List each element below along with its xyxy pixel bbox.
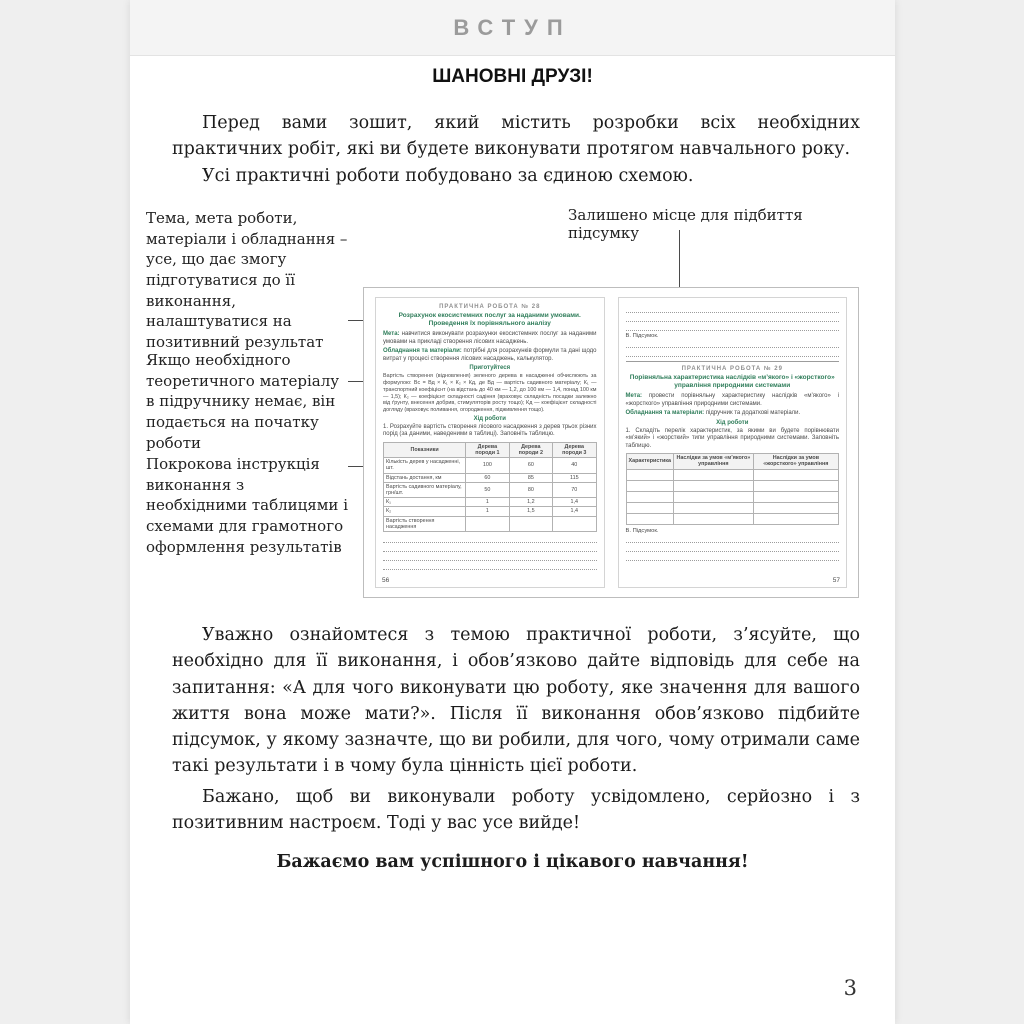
table-row (626, 502, 839, 513)
table-cell: 1,4 (553, 507, 596, 516)
mini-step-1: 1. Складіть перелік характеристик, за якими ви будете порівнювати «м’який» і «жорсткий» типи управління природними системами. Заповніть таблицю. (625, 427, 839, 449)
intro-text (172, 110, 860, 189)
table-row (384, 458, 597, 473)
table-row (384, 473, 597, 482)
annotation-theory: Якщо необхідного теоретичного матеріалу в підручнику немає, він подається на початку роботи (146, 351, 340, 452)
table-row (626, 491, 839, 502)
mini-calculation-table (383, 442, 597, 532)
chapter-header (130, 0, 895, 56)
table-cell: К₁ (384, 498, 466, 507)
dotted-answer-line (383, 562, 597, 570)
table-cell (626, 502, 673, 513)
table-cell (626, 491, 673, 502)
table-header-cell: Дерева породи 1 (466, 442, 509, 457)
table-cell (753, 513, 838, 524)
table-cell (753, 491, 838, 502)
mini-theory-text: Вартість створення (відновлення) зеленого дерева в насадженні обчислюють за формулою: Вс = Вд × К₁ × К₂ × Кд, де Вд — вартість садивного матеріалу; К₁ — транспортний коефіцієнт (на відстань до 40 км — 1,2, до 100 км — 1,4, понад 100 км — 1,5); К₂ — коефіцієнт складності садіння (враховує складність посадки залежно від ґрунту, внесення добрив, стимуляторів росту тощо); Кд — коефіцієнт складності догляду (враховує поливання, огородження, підживлення тощо). (383, 373, 597, 413)
mini-equipment-label: Обладнання та матеріали: (383, 348, 462, 355)
mini-equipment (626, 410, 840, 418)
dotted-answer-line (626, 323, 840, 331)
mini-step-1: 1. Розрахуйте вартість створення лісового насадження з дерев трьох різних порід (за даними, наведеними в таблиці). Заповніть таблицю. (383, 423, 597, 438)
table-header-cell: Дерева породи 2 (509, 442, 552, 457)
table-cell: 100 (466, 458, 509, 473)
table-cell: 60 (466, 473, 509, 482)
table-row (626, 480, 839, 491)
table-cell: 1 (466, 498, 509, 507)
table-cell (673, 469, 753, 480)
table-cell (673, 480, 753, 491)
mini-prepare-heading: Приготуйтеся (469, 365, 511, 372)
callout-line (679, 230, 680, 287)
mini-equipment-text: підручник та додаткові матеріали. (705, 410, 801, 417)
table-header-cell: Показники (384, 442, 466, 457)
dotted-answer-line (383, 544, 597, 552)
dotted-answer-line (383, 535, 597, 543)
outro-paragraph: Уважно ознайомтеся з темою практичної роботи, з’ясуйте, що необхідно для її виконання, і обов’язково дайте відповідь для себе на запитання: «А для чого виконувати цю роботу, яке значення для вашого життя вона може мати?». Після її виконання обов’язково підбийте підсумок, у якому зазначте, що ви робили, для чого, чому отримали саме такі результати і в чому була цінність цієї роботи. (172, 625, 860, 777)
table-cell: 70 (553, 482, 596, 497)
mini-equipment (383, 348, 597, 363)
mini-meta-label: Мета: (625, 393, 643, 400)
mini-summary-label: В. Підсумок. (625, 527, 659, 534)
table-cell (753, 502, 838, 513)
mini-work-title: Порівняльна характеристика наслідків «м’якого» і «жорсткого» управління природними системами (629, 374, 835, 390)
table-cell: К₂ (384, 507, 466, 516)
mini-meta-text: провести порівняльну характеристику наслідків «м’якого» і «жорсткого» управління природними системами. (625, 393, 839, 407)
table-cell (626, 469, 673, 480)
table-cell (626, 480, 673, 491)
mini-work-number: ПРАКТИЧНА РОБОТА № 28 (439, 304, 541, 310)
table-cell (753, 480, 838, 491)
table-cell: 115 (553, 473, 596, 482)
dotted-answer-line (626, 314, 840, 322)
annotation-instructions: Покрокова інструкція виконання з необхідними таблицями і схемами для грамотного оформлення результатів (146, 455, 348, 556)
table-header-cell: Наслідки за умов «жорсткого» управління (753, 454, 838, 469)
table-row (384, 498, 597, 507)
table-header-cell: Наслідки за умов «м’якого» управління (673, 454, 753, 469)
table-row (384, 482, 597, 497)
mini-meta-text: навчитися виконувати розрахунки екосистемних послуг за наданими умовами на прикладі створення лісових насаджень. (383, 331, 597, 345)
page-number: 3 (843, 976, 857, 1000)
mini-work-number: ПРАКТИЧНА РОБОТА № 29 (681, 366, 783, 372)
table-cell: 60 (509, 458, 552, 473)
table-cell: 85 (509, 473, 552, 482)
mini-page-number: 57 (832, 577, 840, 584)
table-header-row (384, 442, 597, 457)
dotted-answer-line (626, 305, 840, 313)
mini-meta (383, 331, 597, 346)
table-cell: 50 (466, 482, 509, 497)
mini-equipment-label: Обладнання та матеріали: (625, 410, 705, 417)
mini-summary-label: В. Підсумок. (625, 333, 659, 339)
annotation-summary-space: Залишено місце для підбиття підсумку (568, 206, 803, 242)
outro-paragraph: Бажано, щоб ви виконували роботу усвідомлено, серйозно і з позитивним настроєм. Тоді у вас усе вийде! (172, 786, 860, 833)
workbook-page-56 (375, 297, 605, 588)
mini-page-number: 56 (382, 577, 390, 584)
table-cell: 40 (553, 458, 596, 473)
table-header-cell: Дерева породи 3 (553, 442, 596, 457)
table-cell (626, 513, 673, 524)
annotation-theme-goal: Тема, мета роботи, матеріали і обладнання – усе, що дає змогу підготуватися до її виконання, налаштуватися на позитивний результат (146, 209, 348, 352)
page-title: ШАНОВНІ ДРУЗІ! (432, 66, 593, 87)
table-cell: Кількість дерев у насадженні, шт. (384, 458, 466, 473)
chapter-header-title: ВСТУП (453, 14, 572, 40)
dotted-answer-line (626, 535, 840, 543)
mini-comparison-table (626, 453, 840, 524)
closing-wish: Бажаємо вам успішного і цікавого навчання! (276, 852, 749, 872)
mini-equipment-text: потрібні для розрахунків формули та дані щодо витрат у процесі створення лісових насаджень, калькулятор. (383, 348, 597, 362)
table-row (626, 469, 839, 480)
table-cell: Відстань достання, км (384, 473, 466, 482)
table-header-cell: Характеристика (626, 454, 673, 469)
dotted-answer-line (626, 340, 840, 348)
table-cell (553, 516, 596, 531)
table-cell (753, 469, 838, 480)
table-cell: Вартість створення насадження (384, 516, 466, 531)
workbook-page-57 (618, 297, 848, 588)
table-cell: 1,2 (509, 498, 552, 507)
table-header-row (626, 454, 839, 469)
table-cell (673, 513, 753, 524)
table-row (626, 513, 839, 524)
table-cell (466, 516, 509, 531)
table-cell: 80 (509, 482, 552, 497)
table-cell (673, 502, 753, 513)
dotted-answer-line (626, 349, 840, 357)
book-page (130, 0, 895, 1024)
dotted-answer-line (626, 553, 840, 561)
intro-paragraph: Перед вами зошит, який містить розробки всіх необхідних практичних робіт, які ви будете виконувати протягом навчального року. (172, 113, 860, 160)
mini-steps-heading: Хід роботи (473, 415, 506, 422)
mini-work-title: Розрахунок екосистемних послуг за наданими умовами. Проведення їх порівняльного аналізу (398, 312, 581, 328)
outro-text (172, 622, 860, 840)
table-row (384, 516, 597, 531)
table-cell: Вартість садивного матеріалу, грн/шт. (384, 482, 466, 497)
table-cell: 1 (466, 507, 509, 516)
section-divider (626, 361, 840, 362)
table-row (384, 507, 597, 516)
workbook-spread-preview (363, 287, 859, 598)
mini-steps-heading: Хід роботи (716, 419, 749, 426)
table-cell: 1,4 (553, 498, 596, 507)
dotted-answer-line (383, 553, 597, 561)
mini-meta-label: Мета: (383, 331, 400, 338)
table-cell (509, 516, 552, 531)
dotted-answer-line (626, 544, 840, 552)
mini-meta (626, 393, 840, 408)
table-cell: 1,5 (509, 507, 552, 516)
intro-paragraph: Усі практичні роботи побудовано за єдиною схемою. (202, 165, 694, 186)
table-cell (673, 491, 753, 502)
